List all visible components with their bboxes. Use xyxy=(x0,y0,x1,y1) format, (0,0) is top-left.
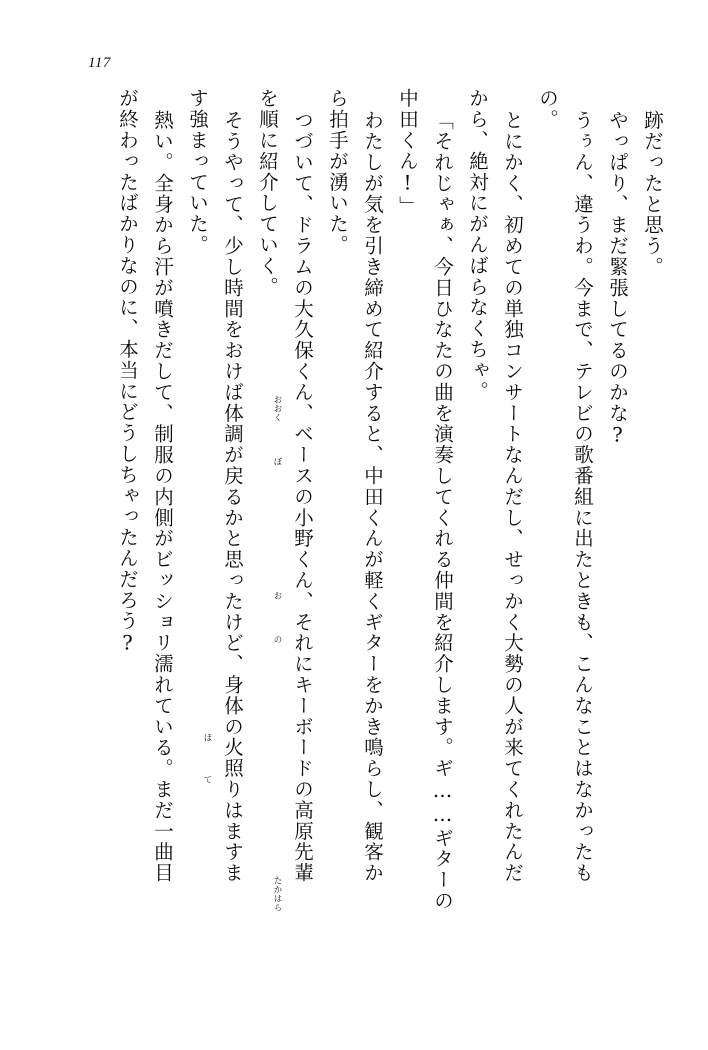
text-column: を順に紹介していく。 xyxy=(256,88,279,297)
text-column: す強まっていた。 xyxy=(186,88,209,256)
vertical-text-body xyxy=(102,88,662,978)
ruby-annotation: たかはら xyxy=(272,875,282,912)
text-column: うぅん、違うわ。今まで、テレビの歌番組に出たときも、こんなことはなかったも xyxy=(571,110,594,884)
text-column: そうやって、少し時間をおけば体調が戻るかと思ったけど、身体の火照りはますま xyxy=(221,110,244,884)
text-column: やっぱり、まだ緊張してるのかな? xyxy=(606,110,629,448)
ruby-annotation: ぼ xyxy=(272,457,282,467)
text-column: の。 xyxy=(536,88,559,130)
ruby-annotation: お xyxy=(272,590,282,600)
text-column: ら拍手が湧いた。 xyxy=(326,88,349,256)
text-column: 「それじゃぁ、今日ひなたの曲を演奏してくれる仲間を紹介します。ギ……ギターの xyxy=(431,110,454,912)
text-column: わたしが気を引き締めて紹介すると、中田くんが軽くギターをかき鳴らし、観客か xyxy=(361,110,384,884)
ruby-annotation: ほ xyxy=(202,733,212,743)
text-column: 熱い。全身から汗が噴きだして、制服の内側がビッショリ濡れている。まだ一曲目 xyxy=(151,110,174,884)
ruby-annotation: の xyxy=(272,635,282,645)
text-column: から、絶対にがんばらなくちゃ。 xyxy=(466,88,489,402)
text-column: 跡だったと思う。 xyxy=(641,110,664,278)
page-number: 117 xyxy=(88,55,111,71)
ruby-annotation: おおく xyxy=(272,395,282,423)
text-column: とにかく、初めての単独コンサートなんだし、せっかく大勢の人が来てくれたんだ xyxy=(501,110,524,884)
text-column: 中田くん!」 xyxy=(396,88,419,217)
text-column: が終わったばかりなのに、本当にどうしちゃったんだろう? xyxy=(116,88,139,656)
ruby-annotation: て xyxy=(202,775,212,785)
text-column: つづいて、ドラムの大久保くん、ベースの小野くん、それにキーボードの高原先輩 xyxy=(291,110,314,884)
